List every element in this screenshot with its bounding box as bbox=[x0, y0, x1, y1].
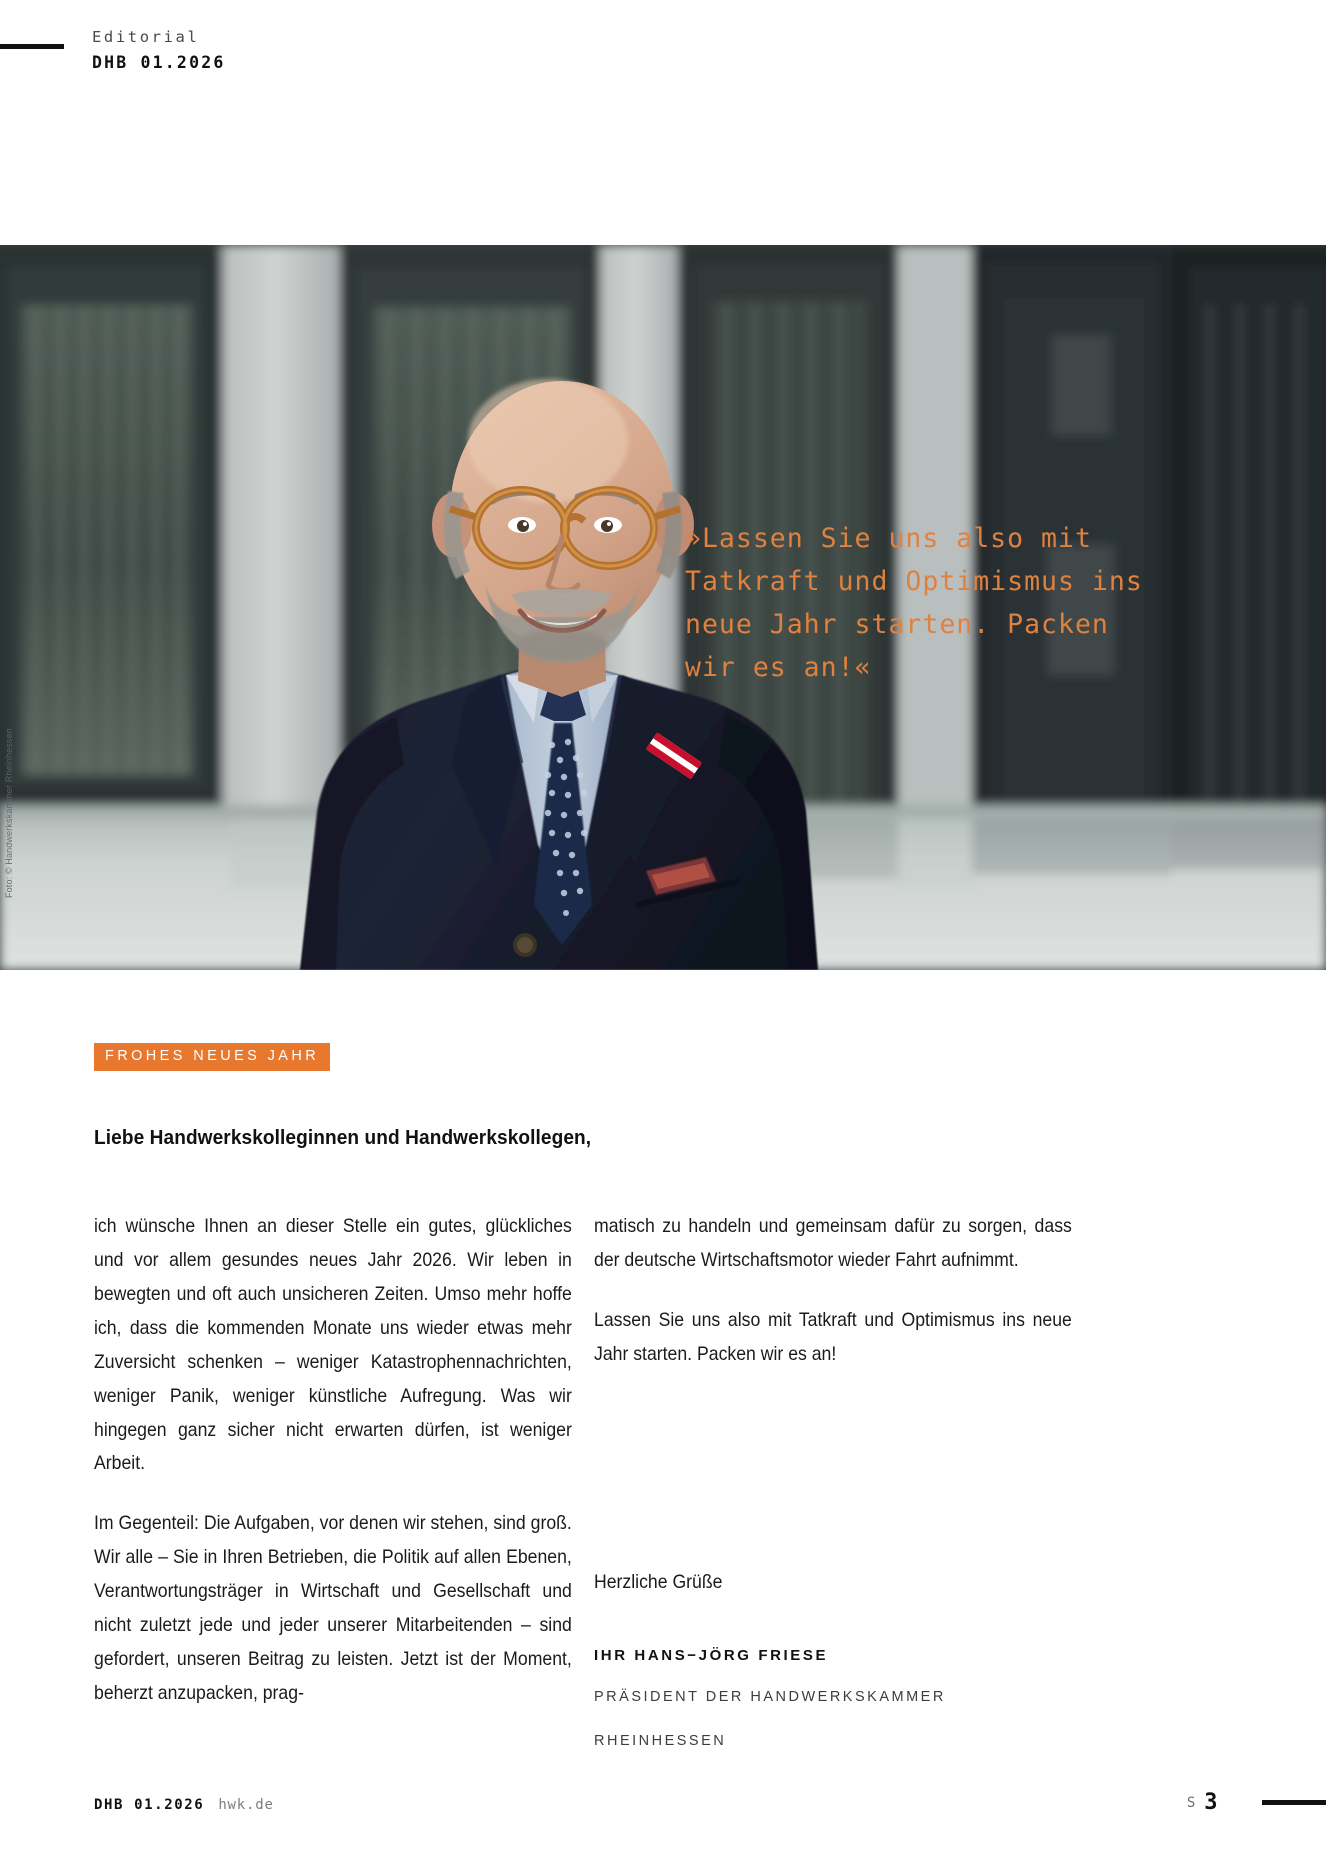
pull-quote-line-2: Tatkraft und Optimismus ins bbox=[685, 565, 1143, 597]
signature-name: IHR HANS−JÖRG FRIESE bbox=[594, 1647, 829, 1665]
signature-block bbox=[594, 1567, 1114, 1757]
header-kicker: Editorial bbox=[92, 28, 200, 46]
pull-quote-line-3: neue Jahr starten. Packen bbox=[685, 608, 1109, 640]
section-badge: FROHES NEUES JAHR bbox=[94, 1043, 330, 1071]
signature-greeting: Herzliche Grüße bbox=[594, 1571, 723, 1593]
header-issue: DHB 01.2026 bbox=[92, 53, 226, 73]
paragraph: ich wünsche Ihnen an dieser Stelle ein gutes, glückliches und vor allem gesundes neues Jahr 2026. Wir leben in bewegten und oft auch unsicheren Zeiten. Umso mehr hoffe ich, dass die kommenden Monate uns wieder etwas mehr Zuversicht schenken – weniger Katastrophennachrichten, weniger Panik, weniger künstliche Aufregung. Was wir hingegen ganz sicher nicht erwarten dürfen, ist weniger Arbeit. bbox=[94, 1215, 572, 1475]
footer-issue: DHB 01.2026 bbox=[94, 1797, 205, 1813]
header-rule bbox=[0, 44, 64, 49]
paragraph: matisch zu handeln und gemeinsam dafür zu sorgen, dass der deutsche Wirtschaftsmotor wieder Fahrt aufnimmt. bbox=[594, 1215, 1072, 1271]
body-column-left bbox=[94, 1210, 572, 1737]
signature-role-line-2: RHEINHESSEN bbox=[594, 1733, 727, 1750]
paragraph: Lassen Sie uns also mit Tatkraft und Optimismus ins neue Jahr starten. Packen wir es an! bbox=[594, 1308, 1072, 1365]
pull-quote-line-4: wir es an!« bbox=[685, 651, 872, 683]
footer-rule bbox=[1262, 1800, 1326, 1805]
page-prefix: S bbox=[1186, 1794, 1197, 1811]
footer-right bbox=[1187, 1790, 1326, 1815]
pull-quote bbox=[685, 518, 1285, 690]
page-header bbox=[92, 26, 225, 76]
salutation: Liebe Handwerkskolleginnen und Handwerkskollegen, bbox=[94, 1126, 592, 1149]
signature-role-line-1: PRÄSIDENT DER HANDWERKSKAMMER bbox=[594, 1688, 946, 1705]
pull-quote-line-1: »Lassen Sie uns also mit bbox=[685, 523, 1092, 554]
footer-url[interactable]: hwk.de bbox=[218, 1797, 274, 1813]
footer-left bbox=[94, 1797, 274, 1813]
body-column-right bbox=[594, 1210, 1072, 1398]
photo-credit: Foto: © Handwerkskammer Rheinhessen bbox=[4, 728, 14, 898]
paragraph: Im Gegenteil: Die Aufgaben, vor denen wir stehen, sind groß. Wir alle – Sie in Ihren Betrieben, die Politik auf allen Ebenen, Verantwortungsträger in Wirtschaft und Gesellschaft und nicht zuletzt jede und jeder unserer Mitarbeitenden – sind gefordert, unseren Beitrag zu leisten. Jetzt ist der Moment, beherzt anzupacken, prag- bbox=[94, 1512, 572, 1704]
page-number: 3 bbox=[1204, 1790, 1218, 1815]
